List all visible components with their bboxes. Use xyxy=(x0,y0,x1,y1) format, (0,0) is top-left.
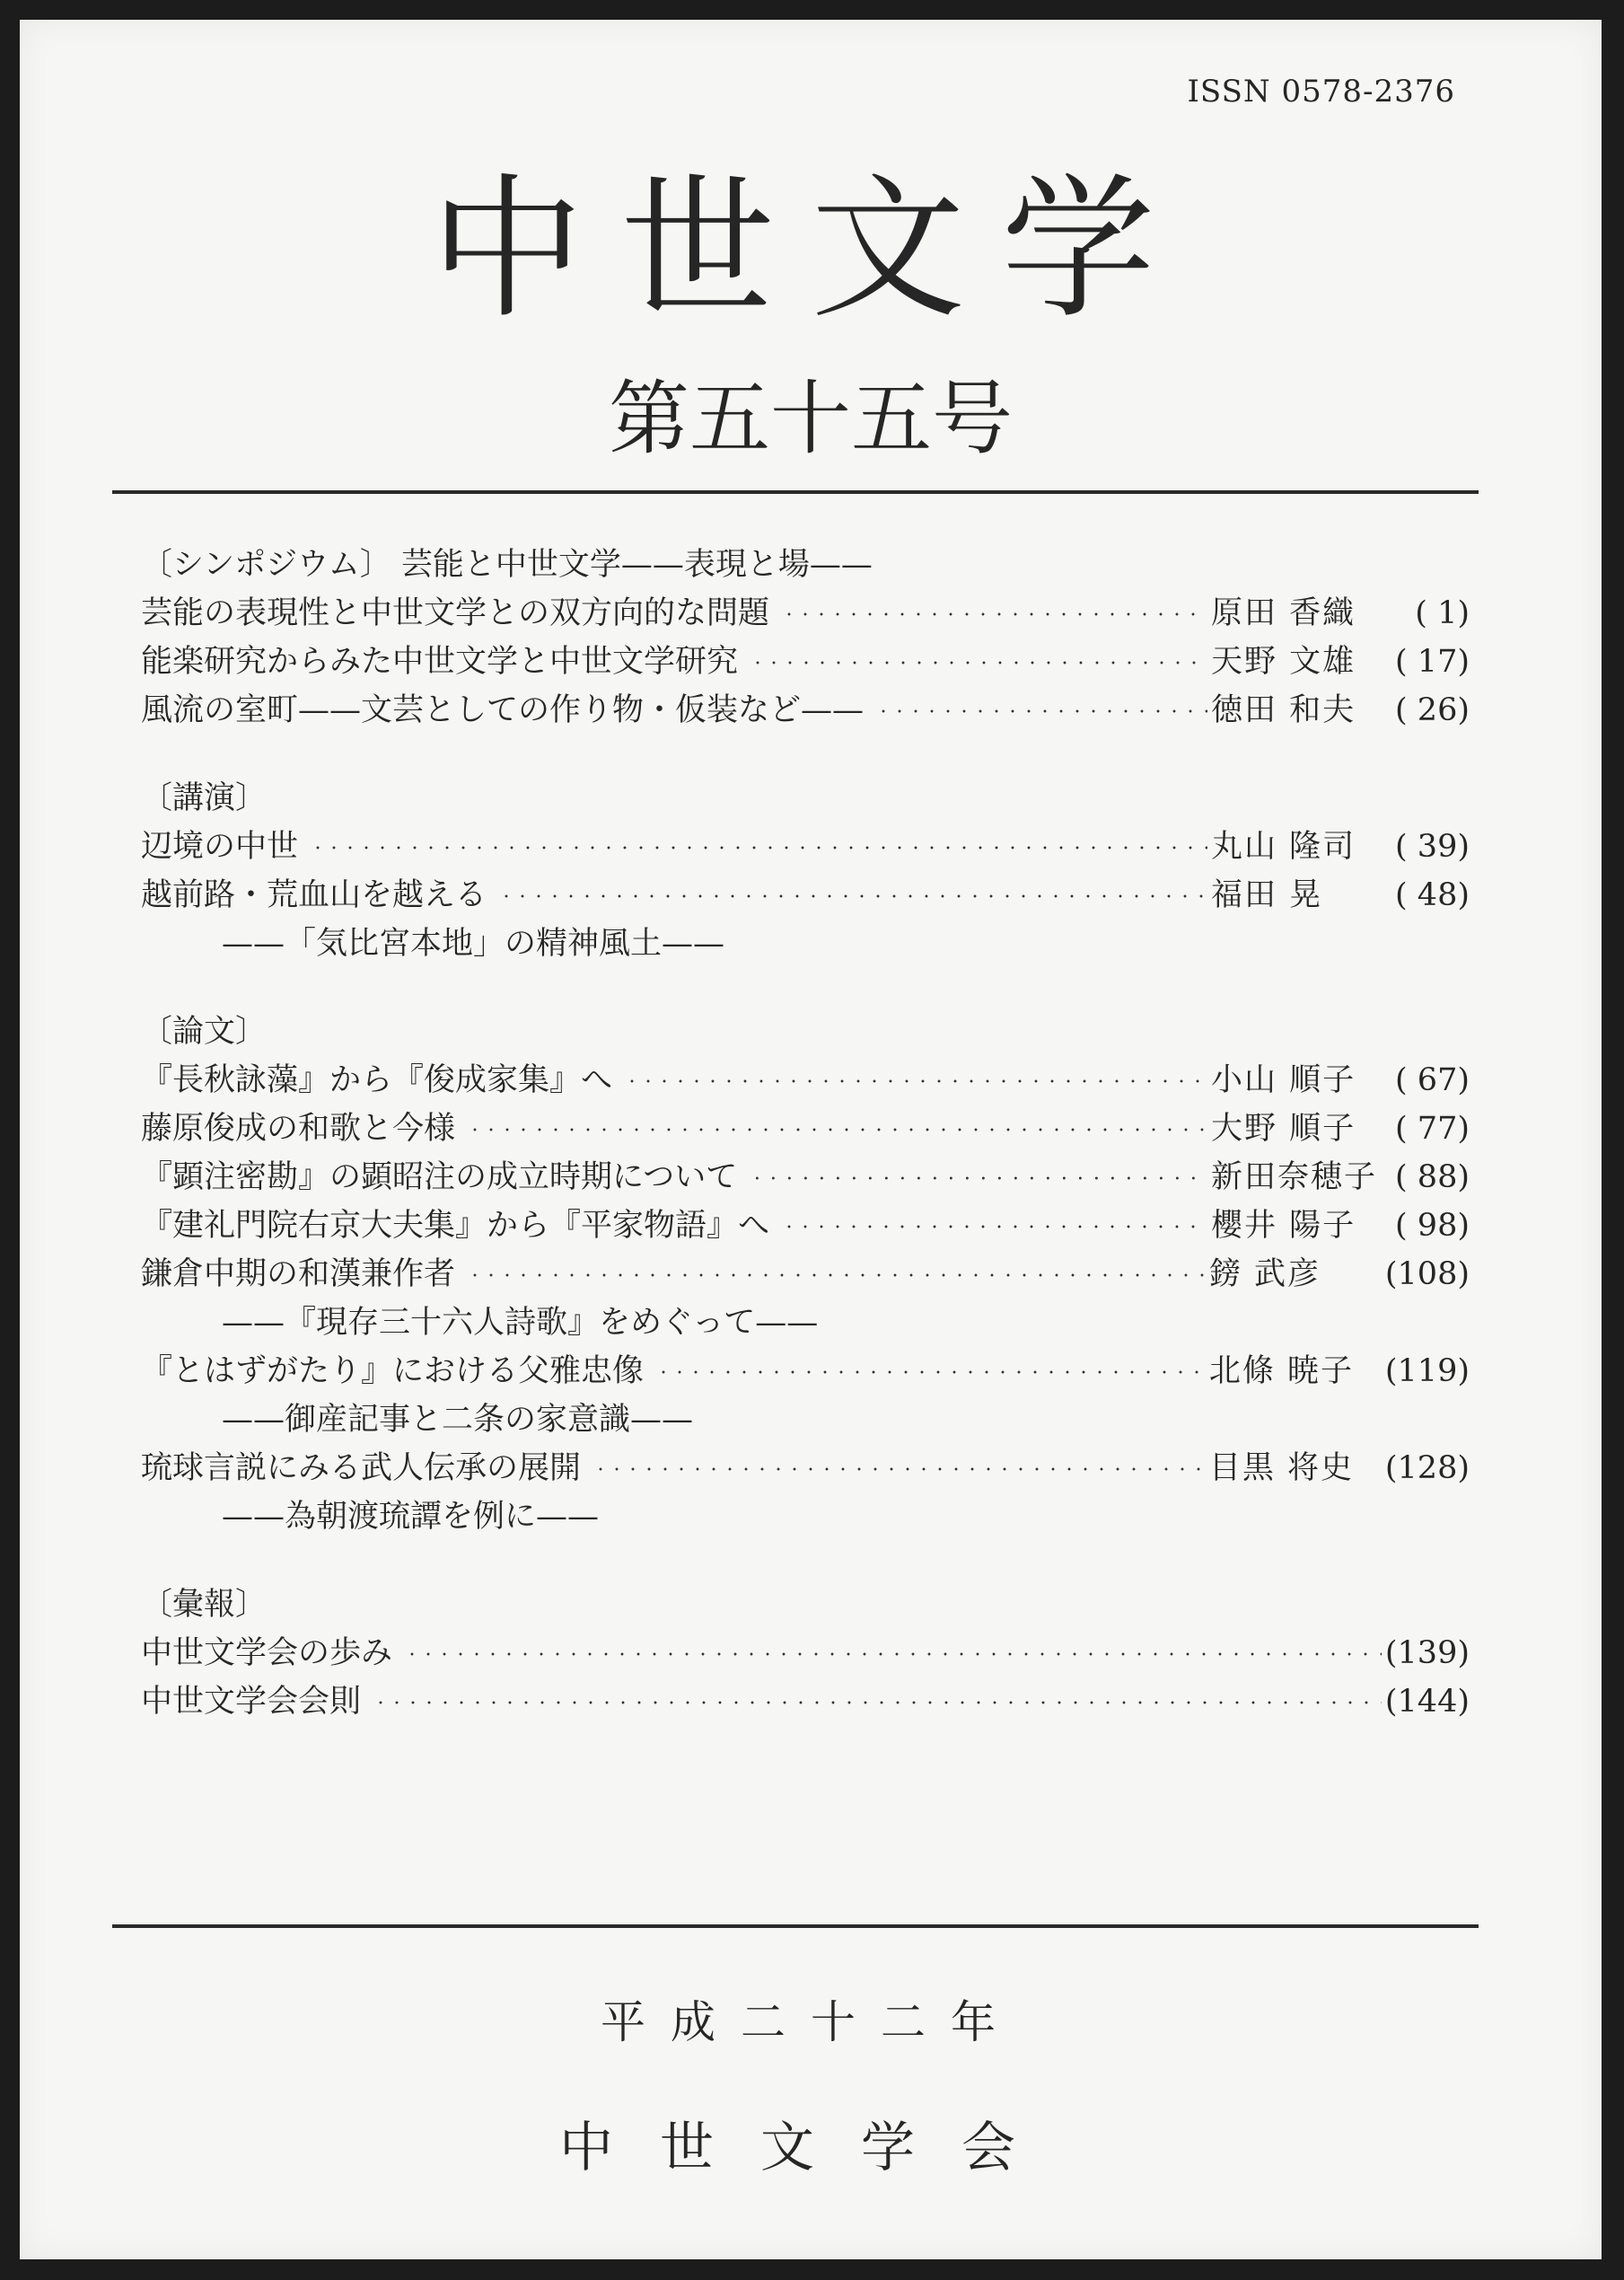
entry-author: 天野 文雄 xyxy=(1211,644,1356,680)
entry-title: 芸能の表現性と中世文学との双方向的な問題 xyxy=(141,595,770,631)
entry-title: 『顕注密勘』の顕昭注の成立時期について xyxy=(141,1159,738,1195)
entry-title: 『建礼門院右京大夫集』から『平家物語』へ xyxy=(141,1208,770,1244)
entry-title: 『長秋詠藻』から『俊成家集』へ xyxy=(141,1062,613,1098)
dot-leader xyxy=(625,1056,1207,1106)
entry-page: (119) xyxy=(1384,1353,1470,1389)
entry-page: (144) xyxy=(1384,1684,1470,1720)
entry-author: 目黒 将史 xyxy=(1208,1450,1355,1486)
entry-author: 大野 順子 xyxy=(1211,1111,1356,1147)
section-heading: 〔論文〕 xyxy=(141,1014,268,1050)
entry-page: ( 26) xyxy=(1395,692,1470,728)
toc-entry xyxy=(141,1202,1470,1250)
entry-page: (139) xyxy=(1384,1635,1470,1671)
dot-leader xyxy=(405,1629,1382,1679)
entry-title: 琉球言説にみる武人伝承の展開 xyxy=(141,1450,582,1486)
entry-title: 鎌倉中期の和漢兼作者 xyxy=(141,1256,456,1292)
entry-subtitle: ——御産記事と二条の家意識—— xyxy=(222,1402,694,1438)
dot-leader xyxy=(311,823,1207,873)
book-cover xyxy=(20,20,1602,2259)
entry-title: 中世文学会の歩み xyxy=(141,1635,393,1671)
dot-leader xyxy=(782,1202,1207,1252)
toc-entry xyxy=(141,1347,1470,1395)
entry-subtitle: ——為朝渡琉譚を例に—— xyxy=(222,1499,600,1535)
entry-title: 能楽研究からみた中世文学と中世文学研究 xyxy=(141,644,739,680)
dot-leader xyxy=(656,1347,1206,1397)
entry-title: 藤原俊成の和歌と今様 xyxy=(141,1111,456,1147)
toc-entry xyxy=(141,589,1470,638)
dot-leader xyxy=(499,871,1207,921)
entry-page: ( 88) xyxy=(1395,1159,1470,1195)
toc-entry xyxy=(141,823,1470,871)
section-heading: 〔彙報〕 xyxy=(141,1587,268,1623)
entry-author: 北條 暁子 xyxy=(1208,1353,1355,1389)
entry-subtitle: ——『現存三十六人詩歌』をめぐって—— xyxy=(222,1305,819,1341)
toc-entry xyxy=(141,638,1470,686)
entry-title: 越前路・荒血山を越える xyxy=(141,877,487,913)
dot-leader xyxy=(750,1153,1207,1203)
section-symposium xyxy=(141,541,1470,735)
toc-entry xyxy=(141,871,1470,920)
publication-year: 平成二十二年 xyxy=(601,1996,1021,2048)
entry-title: 辺境の中世 xyxy=(141,829,299,865)
bottom-divider xyxy=(112,1924,1479,1928)
issue-number: 第五十五号 xyxy=(609,372,1013,466)
toc-entry xyxy=(141,1444,1470,1492)
entry-page: ( 48) xyxy=(1395,877,1470,913)
toc-entry xyxy=(141,686,1470,735)
entry-page: ( 1) xyxy=(1415,595,1470,631)
entry-title: 『とはずがたり』における父雅忠像 xyxy=(141,1353,645,1389)
publisher-name: 中世文学会 xyxy=(559,2117,1062,2179)
entry-author: 新田奈穂子 xyxy=(1211,1159,1378,1195)
journal-title: 中世文学 xyxy=(430,159,1191,339)
dot-leader xyxy=(782,589,1207,639)
section-papers xyxy=(141,1008,1470,1541)
entry-author: 原田 香織 xyxy=(1211,595,1356,631)
toc-entry xyxy=(141,1250,1470,1298)
issn-number: ISSN 0578-2376 xyxy=(1187,74,1455,110)
toc-entry xyxy=(141,1105,1470,1153)
entry-title: 中世文学会会則 xyxy=(141,1684,362,1720)
dot-leader xyxy=(751,638,1207,688)
dot-leader xyxy=(373,1677,1382,1728)
section-lectures xyxy=(141,774,1470,968)
entry-page: ( 67) xyxy=(1395,1062,1470,1098)
entry-author: 丸山 隆司 xyxy=(1211,829,1356,865)
section-heading: 〔講演〕 xyxy=(141,780,268,816)
entry-page: ( 77) xyxy=(1395,1111,1470,1147)
dot-leader xyxy=(468,1105,1207,1155)
entry-page: ( 98) xyxy=(1395,1208,1470,1244)
entry-page: (108) xyxy=(1384,1256,1470,1292)
entry-author: 徳田 和夫 xyxy=(1211,692,1356,728)
entry-page: ( 17) xyxy=(1395,644,1470,680)
toc-entry xyxy=(141,1153,1470,1202)
entry-page: ( 39) xyxy=(1395,829,1470,865)
entry-author: 櫻井 陽子 xyxy=(1211,1208,1356,1244)
toc-entry xyxy=(141,1629,1470,1677)
entry-subtitle: ——「気比宮本地」の精神風土—— xyxy=(222,926,725,962)
table-of-contents xyxy=(141,541,1470,1765)
entry-page: (128) xyxy=(1384,1450,1470,1486)
section-reports xyxy=(141,1580,1470,1726)
entry-author: 福田 晃 xyxy=(1211,877,1323,913)
section-heading: 〔シンポジウム〕 芸能と中世文学——表現と場—— xyxy=(141,547,873,583)
entry-title: 風流の室町——文芸としての作り物・仮装など—— xyxy=(141,692,865,728)
dot-leader xyxy=(468,1250,1206,1300)
entry-author: 小山 順子 xyxy=(1211,1062,1356,1098)
toc-entry xyxy=(141,1056,1470,1105)
dot-leader xyxy=(876,686,1207,736)
dot-leader xyxy=(593,1444,1206,1494)
toc-entry xyxy=(141,1677,1470,1726)
top-divider xyxy=(112,490,1479,494)
entry-author: 鎊 武彦 xyxy=(1208,1256,1321,1292)
